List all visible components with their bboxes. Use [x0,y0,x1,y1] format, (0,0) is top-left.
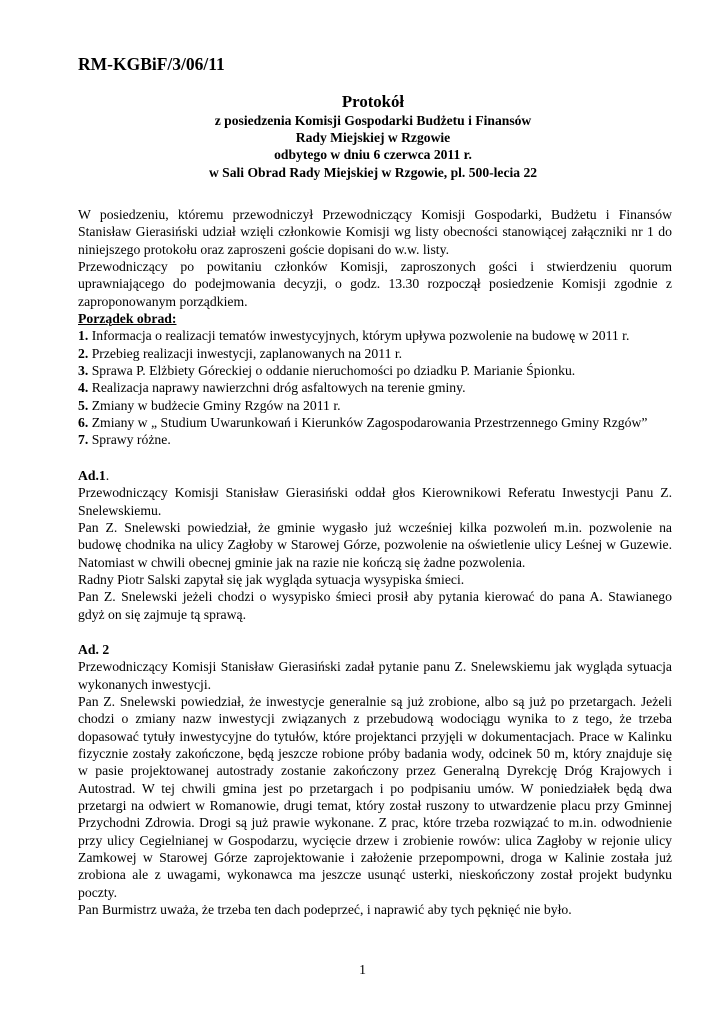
ad1-paragraph: Przewodniczący Komisji Stanisław Gierasiński oddał głos Kierownikowi Referatu Inwestycji Panu Z. Snelewskiemu. [78,485,672,518]
agenda-item-number: 6. [78,415,89,431]
agenda-item [78,431,672,448]
agenda-heading: Porządek obrad: [78,311,177,327]
ad2-paragraph: Pan Z. Snelewski powiedział, że inwestycje generalnie są już zrobione, albo są już po przetargach. Jeżeli chodzi o zmiany nazw inwestycji związanych z przebudową wodociągu wynika to z tego, że trzeba dopasować tytuły inwestycyjne do tytułów, które projektanci przyjęli w dokumentacjach. Prace w Kalinku fizycznie zostały zakończone, będą jeszcze robione próby badania wody, odcinek 50 m, który znajduje się w pasie projektowanej autostrady zostanie zakończony przez Generalną Dyrekcję Dróg Krajowych i Autostrad. W tej chwili gmina jest po przetargach i po podpisaniu umów. W poniedziałek będą dwa przetargi na odwiert w Romanowie, drugi temat, który został ruszony to utwardzenie placu przy Gminnej Przychodni Zdrowia. Drogi są już prawie wykonane. Z prac, które trzeba rozwiązać to m.in. odwodnienie przy ulicy Cegielnianej w Gospodarzu, wycięcie drzew i zrobienie rowów: ulica Zagłoby w rejonie ulicy Zamkowej w Starowej Górze zaprojektowanie i założenie przepompowni, droga w Kalinie została już zrobiona ale z uwagami, wykonawca ma jeszcze usunąć usterki, nieskończony został projekt budynku poczty. [78,693,672,900]
agenda-item [78,379,672,396]
ad2-heading: Ad. 2 [78,641,110,657]
agenda-item [78,345,672,362]
agenda-item-text: Zmiany w budżecie Gminy Rzgów na 2011 r. [91,397,341,413]
subtitle-line: Rady Miejskiej w Rzgowie [295,130,451,146]
ad1-heading-suffix: . [105,467,110,483]
agenda-item-number: 7. [78,432,89,448]
agenda-item-text: Przebieg realizacji inwestycji, zaplanowanych na 2011 r. [91,345,403,361]
ad1-heading-line [78,467,672,484]
subtitle-line: odbytego w dniu 6 czerwca 2011 r. [274,147,472,163]
agenda-item [78,397,672,414]
section-spacer [78,449,672,467]
agenda-item-text: Sprawa P. Elżbiety Góreckiej o oddanie nieruchomości po dziadku P. Marianie Śpionku. [91,363,576,379]
agenda-item-text: Realizacja naprawy nawierzchni dróg asfaltowych na terenie gminy. [91,380,466,396]
agenda-item-number: 3. [78,363,89,379]
section-spacer [78,623,672,641]
document-header [78,92,668,181]
page-number: 1 [359,962,366,977]
ad1-heading: Ad.1 [78,467,106,483]
agenda-list [78,327,672,448]
subtitle-line: w Sali Obrad Rady Miejskiej w Rzgowie, pl. 500-lecia 22 [208,164,538,180]
ad1-paragraph: Radny Piotr Salski zapytał się jak wygląda sytuacja wysypiska śmieci. [78,571,465,587]
agenda-item-number: 4. [78,380,89,396]
agenda-item-number: 1. [78,328,89,344]
agenda-item [78,327,672,344]
agenda-item [78,414,672,431]
ad1-paragraph: Pan Z. Snelewski powiedział, że gminie wygasło już wcześniej kilka pozwoleń m.in. pozwolenie na budowę chodnika na ulicy Zagłoby w Starowej Górze, pozwolenie na oświetlenie ulicy Leśnej w Guzewie. Natomiast w chwili obecnej gminie jak na razie nie kończą się żadne pozwolenia. [78,519,672,570]
agenda-item-number: 5. [78,397,89,413]
ad1-paragraph: Pan Z. Snelewski jeżeli chodzi o wysypisko śmieci prosił aby pytania kierować do pana A. Stawianego gdyż on się zajmuje tą sprawą. [78,589,672,622]
agenda-item [78,362,672,379]
document-body [78,206,672,918]
agenda-item-text: Sprawy różne. [91,432,171,448]
ad2-paragraph: Przewodniczący Komisji Stanisław Gierasiński zadał pytanie panu Z. Snelewskiemu jak wygląda sytuacja wykonanych inwestycji. [78,659,672,692]
intro-paragraph: W posiedzeniu, któremu przewodniczył Przewodniczący Komisji Gospodarki, Budżetu i Finansów Stanisław Gierasiński udział wzięli członkowie Komisji wg listy obecności stanowiącej załączniki nr 1 do niniejszego protokołu oraz zaproszeni goście dopisani do w.w. listy. [78,207,672,257]
subtitle-line: z posiedzenia Komisji Gospodarki Budżetu i Finansów [214,113,532,128]
document-reference: RM-KGBiF/3/06/11 [78,54,225,74]
agenda-item-text: Informacja o realizacji tematów inwestycyjnych, którym upływa pozwolenie na budowę w 2011 r. [91,328,630,344]
document-title: Protokół [341,92,405,111]
intro-paragraph: Przewodniczący po powitaniu członków Komisji, zaproszonych gości i stwierdzeniu quorum uprawniającego do podejmowania decyzji, o godz. 13.30 rozpoczął posiedzenie Komisji zgodnie z zaproponowanym porządkiem. [78,259,672,309]
ad2-paragraph: Pan Burmistrz uważa, że trzeba ten dach podeprzeć, i naprawić aby tych pęknięć nie było. [78,902,572,918]
agenda-item-number: 2. [78,345,89,361]
agenda-item-text: Zmiany w „ Studium Uwarunkowań i Kierunków Zagospodarowania Przestrzennego Gminy Rzgów” [91,415,648,431]
